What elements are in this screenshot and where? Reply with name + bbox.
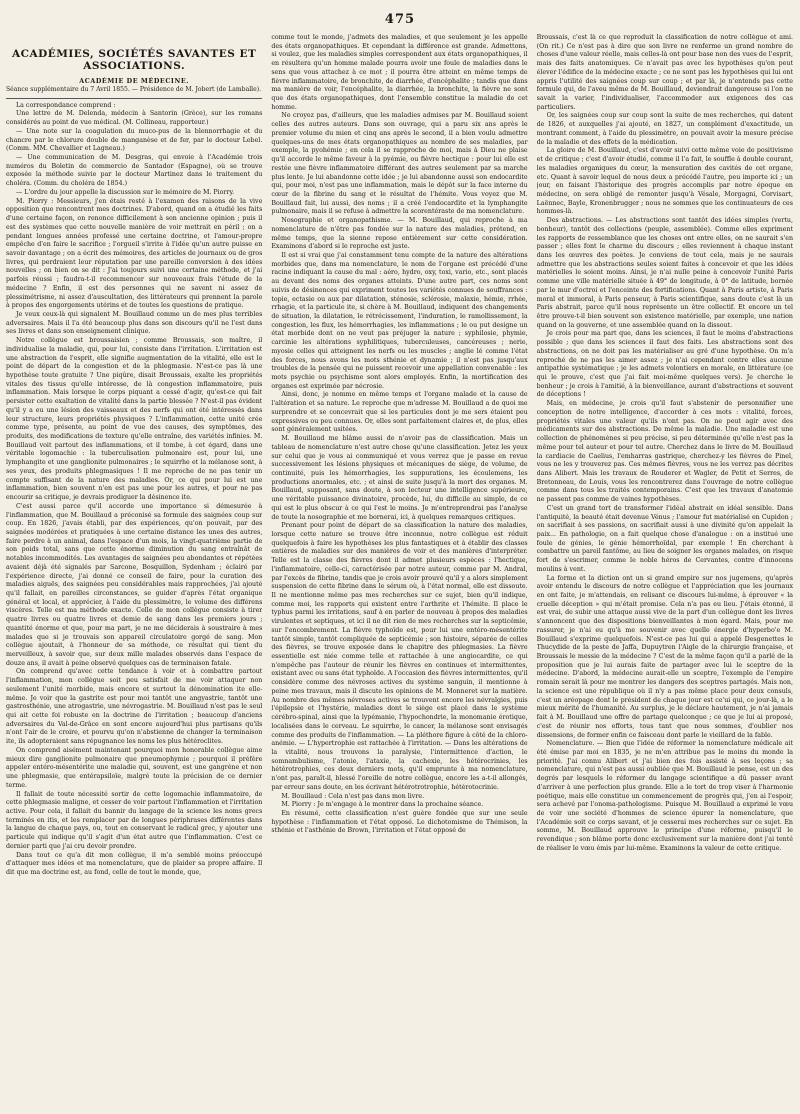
paragraph: M. Bouillaud me blâme aussi de n'avoir pas de classification. Mais un tableau de nomenclature n'est autre chose qu'une classification. Jetez les yeux sur celui que je vous ai communiqué et vous verrez que je passe en revue successivement les lésions physiques et mécaniques de siège, de volume, de continuité, puis les hémorrhagies, les suppurations, les écoulemens, les productions anormales, etc. ; et ainsi de suite jusqu'à la mort des organes. M. Bouillaud, supposant, sans doute, à son lecteur une intelligence supérieure, une véritable puissance divinatoire, procède, lui, du difficile au simple, de ce qui est le plus obscur à ce qui l'est le moins. Je m'entreprendrai pas l'analyse de toute la nosographie et me bornerai, ici, à quelques remarques critiques. — [271, 435, 528, 521]
column-1 — [6, 34, 262, 1110]
paragraph: Il est si vrai que j'ai constamment tenu compte de la nature des altérations morbides que, dans ma nomenclature, le nom de l'organe est précédé d'une racine indiquant la cause du mal : aéro, hydro, oxy, toxi, vario, etc., sont placés au devant des noms des organes atteints. D'une autre part, ces noms sont suivis de désinences qui expriment toutes les variétés connues de souffrances : topie, ectasie ou aux par dilatation, sténosie, sclérosie, malaxie, hémie, rrhée, rrhagie, et la particule ite, si chère à M. Bouillaud, indiquent des changements de situation, la dilatation, le rétrécissement, l'induration, le ramollissement, la congestion, les flux, les hémorrhagies, les inflammations ; le ou put designe un état morbide dont on ne veut pas préjuger la nature ; syphilosie, phymie, carcinie les altérations syphilitiques, tuberculeuses, cancéreuses ; nerie, myosie celles qui atteignent les nerfs ou les muscles ; anglie lé comme l'état des forces, nous avons les mots sthénie et dynamie ; il n'est pas jusqu'aux troubles de la pensée qui ne puissent recevoir une appellation convenable : les mots psychie ou psychisme sont alors employés. Enfin, la mortification des organes est exprimée par nécrosie. — [271, 251, 528, 390]
paragraph: Notre collègue est broussaisien ; comme Broussais, son maître, il individualise la maladie, qui, pour lui, consiste dans l'irritation. L'irritation est une abstraction de l'esprit, elle signifie augmentation de la vitalité, elle est le point de départ de la congestion et de la phlegmasie. N'est-ce pas là une hypothèse toute gratuite ? Une piqûre, disait Broussais, exalte les propriétés vitales des tissus qu'elle intéresse, de là congestion inflammatoire, puis inflammation. Mais lorsque le corps piquant a cessé d'agir, qu'est-ce qui fait persister cette exaltation de vitalité dans la partie blessée ? N'est-il pas évident qu'il y a eu une lésion des vaisseaux et des nerfs qui ont été intéressés dans leur structure, leurs propriétés physiques ? L'inflammation, cette unité crée comme type, présente, au point de vue des causes, des symptômes, des produits, des modifications de texture qu'elle entraîne, des variétés infinies. M. Bouillaud voit partout des inflammations, et il tombe, à cet égard, dans une véritable logomachie : la tuberculisation pulmonaire est, pour lui, une lymphangite et une ganglionite pulmonaires ; le squirrhe et la mélanose sont, à ses yeux, des produits phlegmasiques ! Il me reproche de ne pas tenir un compte suffisant de la nature des maladies. Or, ce qui pour lui est une inflammation, bien souvent n'en est pas une pour les autres, et pour ne pas encourir sa critique, je devrais prodiguer la désinence ite. — [6, 337, 263, 502]
paragraph: Nosographie et organopathisme. — M. Bouillaud, qui reproche à ma nomenclature de n'être pas fondée sur la nature des maladies, prétend, en même temps, que la sienne repose entièrement sur cette considération. Examinons d'abord si le reproche est juste. — [271, 217, 528, 251]
paragraph: Mais, en médecine, je crois qu'il faut s'abstenir de personnifier une conception de notre intelligence, d'accorder à ces mots : vitalité, forces, propriétés vitales une valeur qu'ils n'ont pas. On ne peut agir avec des médicaments sur des abstractions. De même la maladie. Une maladie est une collection de phénomènes si peu précise, si peu déterminée qu'elle n'est pas la même pour tel auteur et pour tel autre. Cherchez dans le livre de M. Bouillaud la cardiacie de Caelius, l'emharras gastrique, cherchez-y les fièvres de Pinel, vous ne les y trouverez pas. Ces mêmes fièvres, vous ne les verrez pas décrites dans Alibert. Mais les travaux de Rouderer et Wagler, de Petit et Serres, de Bretonneau, de Louis, vous les rencontrerez dans l'ouvrage de notre collègue comme dans tous les traités contemporains. C'est que les travaux d'anatomie ne passent pas comme de vaines hypothèses. — [536, 400, 793, 504]
paragraph: — L'ordre du jour appelle la discussion sur le mémoire de M. Piorry. — [16, 188, 235, 196]
paragraph: Dans tout ce qu'a dit mon collègue, il m'a semblé moins préoccupé d'attaquer mes idées et ma nomenclature, que de plaider sa propre affaire. Il dit que ma doctrine est, au fond, celle de tout le monde, que, — [6, 851, 263, 876]
paragraph: — Une communication de M. Desgras, qui envoie à l'Académie trois numéros du Boletin de commercio de Santador (Espagne), où se trouve exposée la méthode suivie par le docteur Martinez dans le traitement du choléra. (Comm. du choléra de 1854.) — [6, 154, 263, 188]
paragraph: Une lettre de M. Delenda, médecin à Santorin (Grèce), sur les romans considérés au point de vue médical. (M. Collineau, rapporteur.) — [6, 110, 263, 127]
page-number: 475 — [384, 12, 416, 27]
paragraph: comme tout le monde, j'admets des maladies, et que seulement je les appelle des états organopathiques. Et cependant la différence est grande. Admettons, si voulez, que les maladies simples correspondent aux états organopathiques, il en résultera qu'un homme malade pourra avoir une foule de maladies dans le sens que vous attachez à ce mot ; il pourra être atteint en même temps de fièvre inflammatoire, de bronchite, de diarrhée, d'encéphalite ; tandis que dans ma manière de voir, l'encéphalite, la diarrhée, la bronchite, la fièvre ne sont que des états organopathiques, dont l'ensemble constitue la maladie de cet homme. — [271, 34, 528, 111]
subsection-title: ACADÉMIE DE MÉDECINE. — [79, 78, 190, 85]
column-2 — [271, 34, 527, 1110]
paragraph: — Une note sur la coagulation du muco-pus de la blennorrhagie et du chancre par le chlorure double de manganèse et de fer, par le docteur Lebel. (Comm. MM. Chevallier et Lagneau.) — [6, 127, 263, 153]
paragraph: On comprend qu'avec cette tendance à voir et à combattre partout l'inflammation, mon collègue soit peu satisfait de me voir attaquer non seulement l'unité morbide, mais encore et surtout la dénomination ite elle-même. Je voir que la gastrite est pour moi tantôt une angyastrie, tantôt une gastrosthénie, une atrogastrie, une névrogastrie. M. Bouillaud n'est pas le seul qui ait cette foi robuste en la doctrine de l'irritation ; beaucoup d'anciens adversaires du Val-de-Grâce en sont encore aujourd'hui plus partisans qu'ils n'ont l'air de le croire, et pourvu qu'on n'abstienne de changer la terminaison ite, ils adopteraient sans répugnance les noms les plus hétéroclites. — [6, 668, 263, 746]
paragraph: La gloire de M. Bouillaud, c'est d'avoir suivi cette même voie de positivisme et de critique ; c'est d'avoir étudié, comme il l'a fait, le souffle à double courant, les maladies organiques du cœur, la mensuration des cavités de cet organe, etc. Quant à savoir lequel de nous deux a précédé l'autre, peu importe ici ; un jour, en faisant l'historique des progrès accomplis par notre époque en médecine, on sera obligé de remonter jusqu'à Vésale, Morgagni, Corvisart, Laënnec, Bayle, Kronenbrugger ; nous ne sommes que les continuateurs de ces hommes-là. — [536, 147, 793, 216]
paragraph: C'est un grand tort de transformer l'idéal abstrait en idéal sensible. Dans l'antiquité, la beauté était devenue Vénus ; l'amour fut matérialisé en Cupidon ; on sacrifiait à ses passions, on sacrifiait aussi à une divinité qu'on appelait la paix... En pathologie, on a fait quelque chose d'analogue : on a institué une foule de génies, le génie hémorrhoïdal, par exemple ! En cherchant à combattre un pareil fantôme, au lieu de soigner les organes malades, on risque fort de s'escrimer, comme le noble héros de Cervantes, contre d'innocens moulins à vent. — [536, 504, 793, 573]
paragraph: M. Bouillaud : Cela n'est pas dans mon livre. — [281, 792, 425, 800]
paragraph: Des abstractions. — Les abstractions sont tantôt des idées simples (vertu, bonheur), tantôt des collections (peuple, assemblée). Comme elles expriment les rapports de ressemblance que les choses ont entre elles, on ne saurait s'en passer ; elles font le charme du discours ; elles reviennent à chaque instant dans les œuvres des poètes. Je conviens de tout cela, mais je ne saurais admettre que les abstractions seules soient faites à concevoir et que les idées matérielles le soient moins. Ainsi, je n'ai nulle peine à concevoir l'unité Paris comme une ville matérielle située à 49° de longitude, à 0° de latitude, bornée par le mur d'octroi et l'enceinte des fortifications. Quant à Paris artiste, à Paris moral et immoral, à Paris penseur, à Paris scientifique, sans doute c'est là un Paris abstrait, parce qu'il nous représente un être collectif. Et encore un tel être prouve-t-il bien souvent son existence matérielle, par exemple, une nation quand on la gouverne, et une assemblée quand on la dissout. — [536, 217, 793, 329]
paragraph: La forme et la diction ont un si grand empire sur nos jugemens, qu'après avoir entendu le discours de notre collègue et l'appréciation que les journaux en ont faite, je m'attendais, en relisant ce discours lui-même, à éprouver « la cruelle déception » qui m'était promise. Cela n'a pas eu lieu. J'étais étonné, il est vrai, de subir une attaque aussi vive de la part d'un collègue dont les livres s'annoncent que des dispositions bienveillantes à mon égard. Mais, pour me rassurer, je n'ai eu qu'à me souvenir avec quelle énergie d'hyperbo'e M. Bouillaud s'exprime quelquefois. N'est-ce pas lui qui a appelé Desgenettes le Thucydide de la peste de Jaffa, Dupuytren l'Aigle de la chirurgie française, et Broussais le messie de la médecine ? C'est de la même façon qu'il a parlé de la proposition que je lui aurais faite de partager avec lui le sceptre de la médecine. D'abord, la médecine aurait-elle un sceptre, l'exemple de l'empire romain serait là pour me montrer les dangers des sceptres partagés. Mais non, la science est une république où il n'y a pas même place pour deux consuls, c'est un aréopage dont le président de chaque jour est ce'ui qui, ce jour-là, a le mieux mérité de l'humanité. Au surplus, je le déclare hautement, je n'ai jamais fait à M. Bouillaud une offre de partage quelconque ; ce que je lui ai proposé, c'est de réunir nos efforts, tous tant que nous sommes, d'oublier nos dissensions, de former enfin ce faisceau dont parle le vieillard de la fable. — [536, 574, 793, 739]
session-line: Séance supplémentaire du 7 Avril 1855. — Présidence de M. Jobert (de Lamballe). — [6, 86, 262, 93]
text-columns — [6, 34, 793, 1110]
column-3 — [537, 34, 793, 1110]
paragraph: La correspondance comprend : — [16, 101, 116, 109]
paragraph: Je veux ceux-là qui signalent M. Bouillaud comme un de mes plus terribles adversaires. Mais il l'a été beaucoup plus dans son discours qu'il ne l'est dans ses livres et dans son enseignement clinique. — [6, 310, 263, 336]
paragraph: C'est aussi parce qu'il accorde une importance si démesurée à l'inflammation, que M. Bouillaud a préconisé sa formule des saignées coup sur coup. En 1826, j'avais établi, par des expériences, qu'on pouvait, par des saignées modérées et pratiquées à une certaine distance les unes des autres, faire perdre à un animal, dans l'espace d'un mois, la vingt-quatrième partie de son poids total, sans que cette énorme diminution du sang entraînât de notables incommodités. Les avantages de saignées peu abondantes et répétées avaient déjà été signalés par Sarcone, Bosquillon, Sydenham ; éclairé par l'expérience directe, j'ai donné ce conseil de faire, pour la curation des maladies aiguës, des saignées peu considérables mais rapprochées, j'ai ajouté qu'il fallait, en pareilles circonstances, se guider d'après l'état organique général et local, et apprécier, à l'aide du plessimètre, le volume des différens viscères. Telle est ma méthode exacte. Celle de mon collègue consiste à tirer quatre livres ou quatre livres et demie de sang dans les premiers jours ; quantité énorme et que, pour ma part, je ne me déciderais à soustraire à mes malades que si je trouvais son appareil circulatoire gorgé de sang. Mon collègue ajoutait, à l'honneur de sa méthode, ce résultat qui tient du merveilleux, à savoir que, sur deux mille malades observés dans l'espace de douze ans, il avait à peine observé quelques cas de terminaison fatale. — [6, 502, 263, 667]
paragraph: M. Piorry : Messieurs, j'en étais resté à l'examen des raisons de la vive opposition que rencontrent mes doctrines. D'abord, quand on a étudié les faits d'une certaine façon, on renonce difficilement à son ancienne opinion ; puis il est des systèmes que cette nouvelle manière de voir mettrait en péril ; on a pendant longues années professé une certaine doctrine, et l'amour-propre empêche d'en faire le sacrifice ; l'orgueil s'irrite à l'idée qu'un autre puisse en savoir davantage ; on a écrit des mémoires, des articles de journaux ou de gros livres, qui perdraient leur réputation par une pareille conversion à des idées nouvelles ; on bien on se dit : J'ai toujours suivi une certaine méthode, et j'ai parfois réussi ; faudra-t-il recommencer sur nouveaux frais l'étude de la médecine ? Enfin, il est des personnes qui ne savent ni assez de plessimétrisme, ni assez d'auscultation, des littérateurs qui prennent la parole à propos des engorgements utérins et de toutes les questions de pratique. — [6, 197, 263, 310]
divider — [6, 98, 262, 99]
paragraph: Je crois pour ma part que, dans les sciences, il faut le moins d'abstractions possible ; que dans les sciences il faut des faits. Les abstractions sont des abstractions, on ne doit pas les matérialiser au gré d'une hypothèse. On m'a reproché de ne pas les aimer assez ; je n'ai cependant contre elles aucune antipathie systématique ; je les admets volontiers en morale, en littérature (ce qui le prouve, c'est que j'ai fait moi-même quelques vers). Je cherche le bonheur ; je crois à l'amitié, à la bienveillance, aurant d'abstractions et souvent de déceptions ! — [536, 330, 793, 399]
paragraph: Il fallait de toute nécessité sortir de cette logomachie inflammatoire, de cette phlegmasie maligne, et cesser de voir partout l'inflammation et l'irritation active. Pour cela, il fallait du bannir du langage de la science les noms grecs terminés en itis, et les remplacer par de longues périphrases différentes dans la langue de chaque pays, ou, tout en conservant le radical grec, y ajouter une particule qui indique qu'il s'agit d'un état autre que l'inflammation. C'est ce dernier parti que j'ai cru devoir prendre. — [6, 790, 263, 850]
paragraph: Nomenclature. — Bien que l'idée de réformer la nomenclature médicale ait été émise par moi en 1835, je ne m'en attribue pas le moins du monde la priorité. J'ai connu Alibert et j'ai bien des fois assisté à ses leçons ; sa nomenclature, qui n'est pas aussi oubliée que M. Bouillaud le pense, est un des degrés par lesquels le réformer du langage scientifique a dû passer avant d'arriver à une perfection plus grande. Elle a le tort de trop viser à l'harmonie poétique, mais elle constitue un commencement de progrès qui, j'en ai l'espoir, sera achevé par l'onoma-pathologisme. Puisque M. Bouillaud a exprimé le vœu de voir une société d'hommes de science épurer la nomenclature, que l'Académie soit ce corps savant, et je cesserai mes recherches sur ce sujet. En somme, M. Bouillaud approuve le principe d'une réforme, puisqu'il le revendique ; son blâme porte donc exclusivement sur la manière dont j'ai tenté de réaliser le vœu émis par lui-même. Examinons la valeur de cette critique. — [536, 740, 793, 852]
paragraph: Ainsi, donc, je nomme en même temps et l'organe malade et la cause de l'altération et sa nature. Le reproche que m'adresse M. Bouillaud a de quoi me surprendre et se concevrait que si les particules dont je me sers étaient peu expressives ou peu connues. Or, elles sont parfaitement claires et, de plus, elles sont généralement usitées. — [271, 391, 528, 434]
paragraph: Ne croyez pas, d'ailleurs, que les maladies admises par M. Bouillaud soient celles des autres auteurs. Dans son ouvrage, qui a paru six ans après le premier volume du mien et cinq ans après le second, il a bien voulu admettre quelques-uns de mes états organopathiques au nombre de ses maladies, par exemple, la pyohémie ; en cela il se rapproche de moi, mais à Dieu ne plaise qu'il accorde le même faveur à la pyémie, ou fièvre hectique : pour lui elle est restée une fièvre inflammatoire différant des autres seulement par sa marche plus lente. Je lui abandonne cette idée ; je lui abandonne aussi son endocardite qui, pour moi, n'est pas une inflammation, mais le dépôt sur la face interne du cœur de la fibrine du sang et le résultat de l'hémite. Vous voyez que M. Bouillaud fait, lui aussi, des noms ; il a créé l'endocardite et la lymphangite pulmonaire, mais il se refuse à admettre la scorentéraste de ma nomenclature. — [271, 112, 528, 216]
paragraph: Broussais, c'est là ce que reproduit la classification de notre collègue et ami. (On rit.) Ce n'est pas à dire que son livre ne renferme un grand nombre de choses d'une valeur réelle, mais celles-là ont pour base non des vues de l'esprit, mais des faits anatomiques. Ce n'avait pas avec les hypothèses qu'on peut élever l'édifice de la médecine exacte ; ce ne sont pas les hypothèses qui lui ont appris l'utilité des saignées coup sur coup ; et par là, je n'entends pas cette formule qui, de l'aveu même de M. Bouillaud, deviendrait dangereuse si l'on ne savait la varier, l'individualiser, l'accommoder aux exigences des cas particuliers. — [536, 34, 793, 111]
paragraph: En résumé, cette classification n'est guère fondée que sur une seule hypothèse : l'inflammation et l'état opposé. Le dichotomisme de Thémison, la sthénie et l'asthénie de Brown, l'irritation et l'état opposé de — [271, 809, 528, 835]
section-title: ACADÉMIES, SOCIÉTÉS SAVANTES ET ASSOCIATIONS. — [12, 48, 257, 72]
paragraph: M. Piorry : Je m'engage à le montrer dans la prochaine séance. — [281, 801, 484, 809]
paragraph: Prenant pour point de départ de sa classification la nature des maladies, lorsque cette nature se trouve être inconnue, notre collègue est réduit quelquefois à faire les hypothèses les plus fantastiques et à établir des classes entières de maladies sur des manières de voir et des manières d'interpréter. Telle est la classe des fièvres dont il admet plusieurs espèces : l'hectique, l'inflammatoire, celle-ci, caractérisée par notre auteur, comme par M. Andral, par l'excès de fibrine, tandis que je crois avoir prouvé qu'il y a alors simplement suspension de cette fibrine dans le sérum où, à l'état normal, elle est dissoute. Il ne mentionne même pas mes recherches sur ce sujet, bien qu'il indique, comme moi, les rapports qui existent entre l'arthrite et l'hémite. Il place le typhus parmi les irritations, sauf à en parler de nouveau à propos des maladies virulentes et septiques, et ici il ne dit rien de mes recherches sur la septicémie, sur l'encombrement. La fièvre typhoïde est, pour lui une entéro-mésentérite tantôt simple, tantôt compliquée de septicémie ; son histoire, séparée de celles des fièvres, se trouve exposée dans le chapitre des phlegmasies. La fièvre essentielle est niée comme telle et rattachée à une angiocardite, ce qui n'empêche pas l'auteur de réunir les fièvres en continues et intermittentes, existant avec ou sans état typhoïde. A l'occasion des fièvres intermittentes, qu'il considère comme des névroses actives du système sanguin, il mentionne à peine mes travaux, mais il discute les opinions de M. Monneret sur la matière. Au nombre des mêmes névroses actives se trouvent encore les névralgies, puis l'épilepsie et l'hystérie, maladies dont le siège est placé dans le système cérébro-spinal, ainsi que la lypémanie, l'hypochondrie, la monomanie érotique, localisées dans le cerveau. Le squirrhe, le cancer, la mélanose sont envisagés comme des produits de l'inflammation. — La pléthore figure à côté de la chloro-anémie. — L'hypertrophie est rattachée à l'irritation. — Dans les altérations de la vitalité, nous trouvons la paralysie, l'intermittence d'action, le somnambulisme, l'atonie, l'ataxie, la cachexie, les hétérocrinies, les hétérotrophies, ces deux derniers mots, qu'il emprunte à ma nomenclature, n'ont pas, paraît-il, blessé l'oreille de notre collègue, encore les a-t-il allongés, par erreur sans doute, en les écrivant hétérotrotrophie, hétérotocrinie. — [271, 522, 528, 791]
paragraph: Or, les saignées coup sur coup sont la suite de mes recherches, qui datent de 1826, et auxquelles j'ai ajouté, en 1827, un complément d'exactitude, un montrant comment, à l'aide du plessimètre, on pouvait avoir la mesure précise de la maladie et des effets de la médication. — [536, 112, 793, 146]
paragraph: On comprend aisément maintenant pourquoi mon honorable collègue aime mieux dire ganglionite pulmonaire que pneumophymie ; pourquoi il préfère appeler entéro-mésentérite une maladie qui, souvent, est une gangrène et non une phlegmasie, que entérapsiloïe, malgré toute la précision de ce dernier terme. — [6, 746, 263, 789]
